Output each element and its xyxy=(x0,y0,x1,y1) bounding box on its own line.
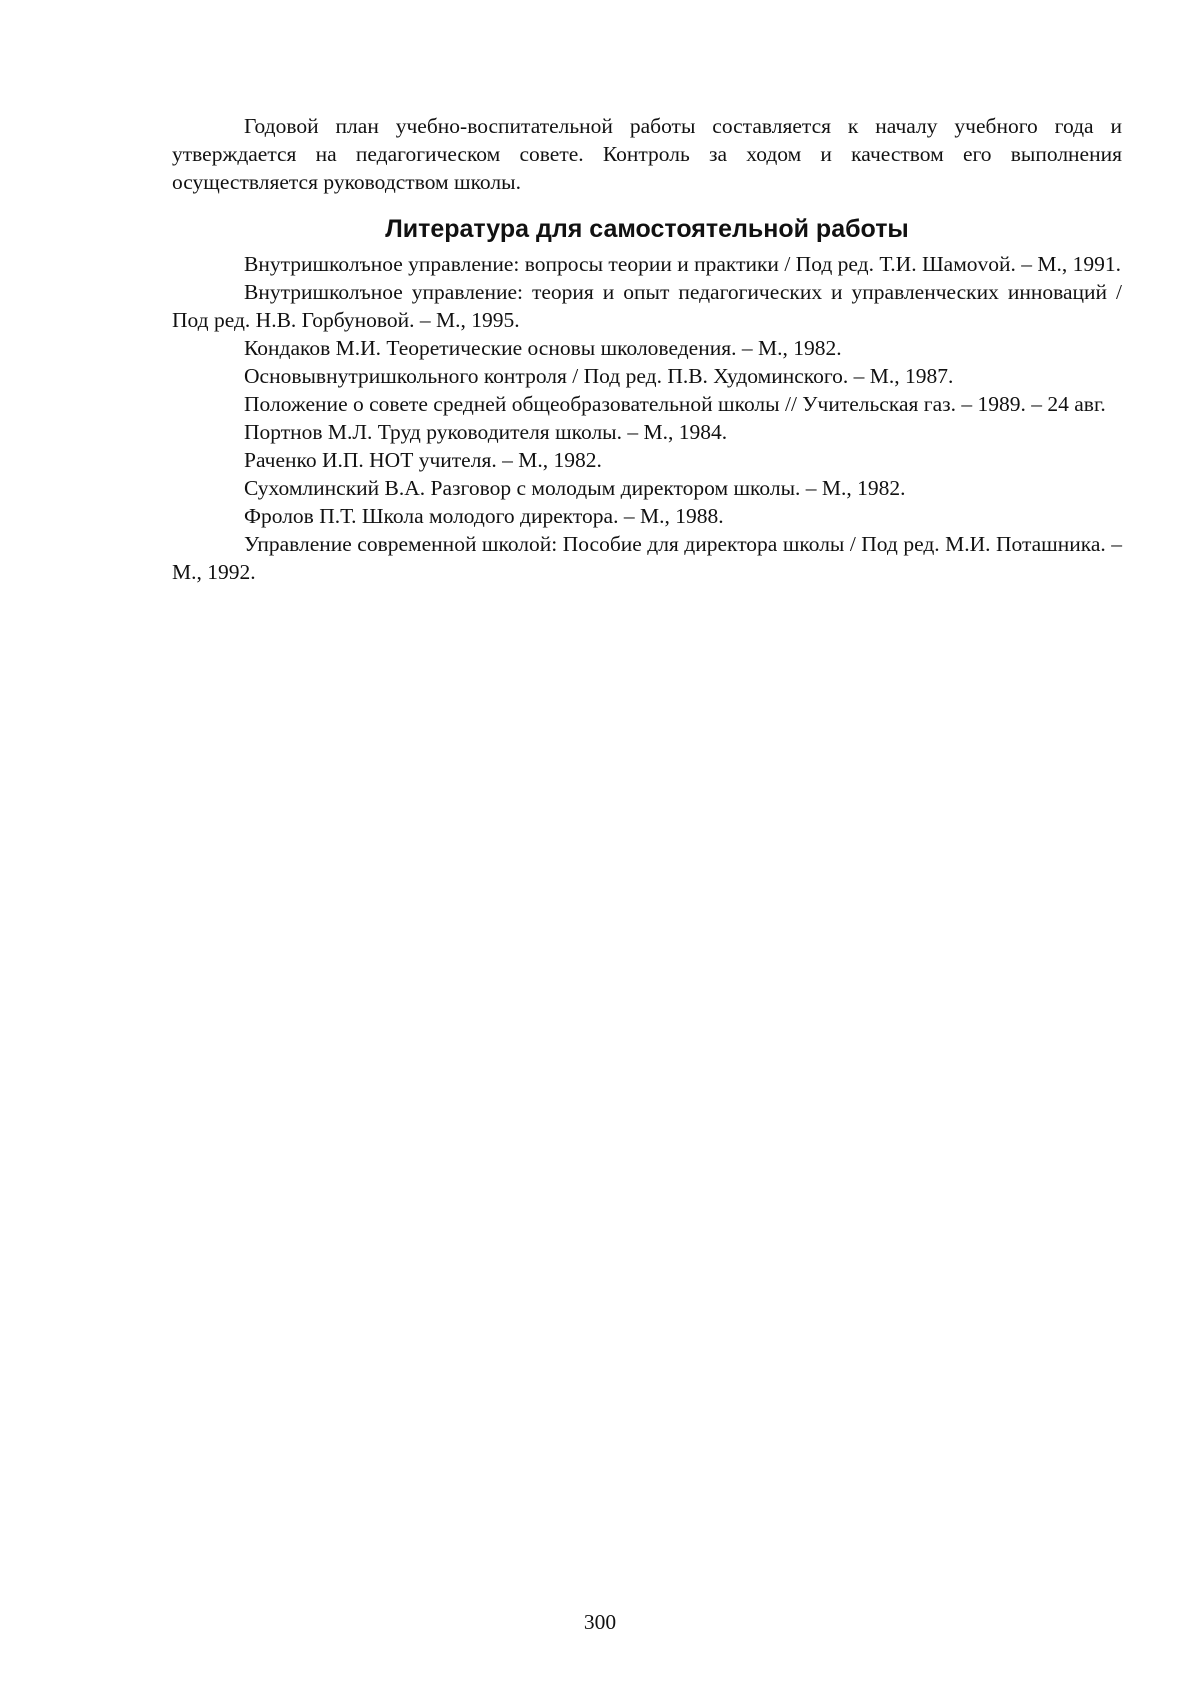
reference-item: Раченко И.П. НОТ учителя. – М., 1982. xyxy=(244,448,602,472)
page-content xyxy=(172,112,1122,586)
reference-item: Внутришколъное управление: теория и опыт педагогических и управленческих инноваций / Под ред. Н.В. Горбуновой. – М., 1995. xyxy=(172,280,1122,332)
reference-list xyxy=(172,250,1122,586)
reference-item: Сухомлинский В.А. Разговор с молодым директором школы. – М., 1982. xyxy=(244,476,906,500)
page-number: 300 xyxy=(583,1610,617,1634)
reference-item: Основывнутришкольного контроля / Под ред. П.В. Худоминского. – М., 1987. xyxy=(244,364,954,388)
reference-item: Фролов П.Т. Школа молодого директора. – М., 1988. xyxy=(244,504,724,528)
intro-paragraph: Годовой план учебно-воспитательной работы составляется к началу учебного года и утверждается на педагогическом совете. Контроль за ходом и качеством его выполнения осуществляется руководством школы. xyxy=(172,114,1122,194)
reference-item: Управление современной школой: Пособие для директора школы / Под ред. М.И. Поташника. – М., 1992. xyxy=(172,532,1122,584)
reference-item: Положение о совете средней общеобразовательной школы // Учительская газ. – 1989. – 24 авг. xyxy=(244,392,1106,416)
reference-item: Внутришколъное управление: вопросы теории и практики / Под ред. Т.И. Шамоvой. – М., 1991. xyxy=(244,252,1122,276)
reference-item: Портнов М.Л. Труд руководителя школы. – М., 1984. xyxy=(244,420,728,444)
reference-item: Кондаков М.И. Теоретические основы школоведения. – М., 1982. xyxy=(244,336,842,360)
section-heading: Литература для самостоятельной работы xyxy=(385,215,909,243)
